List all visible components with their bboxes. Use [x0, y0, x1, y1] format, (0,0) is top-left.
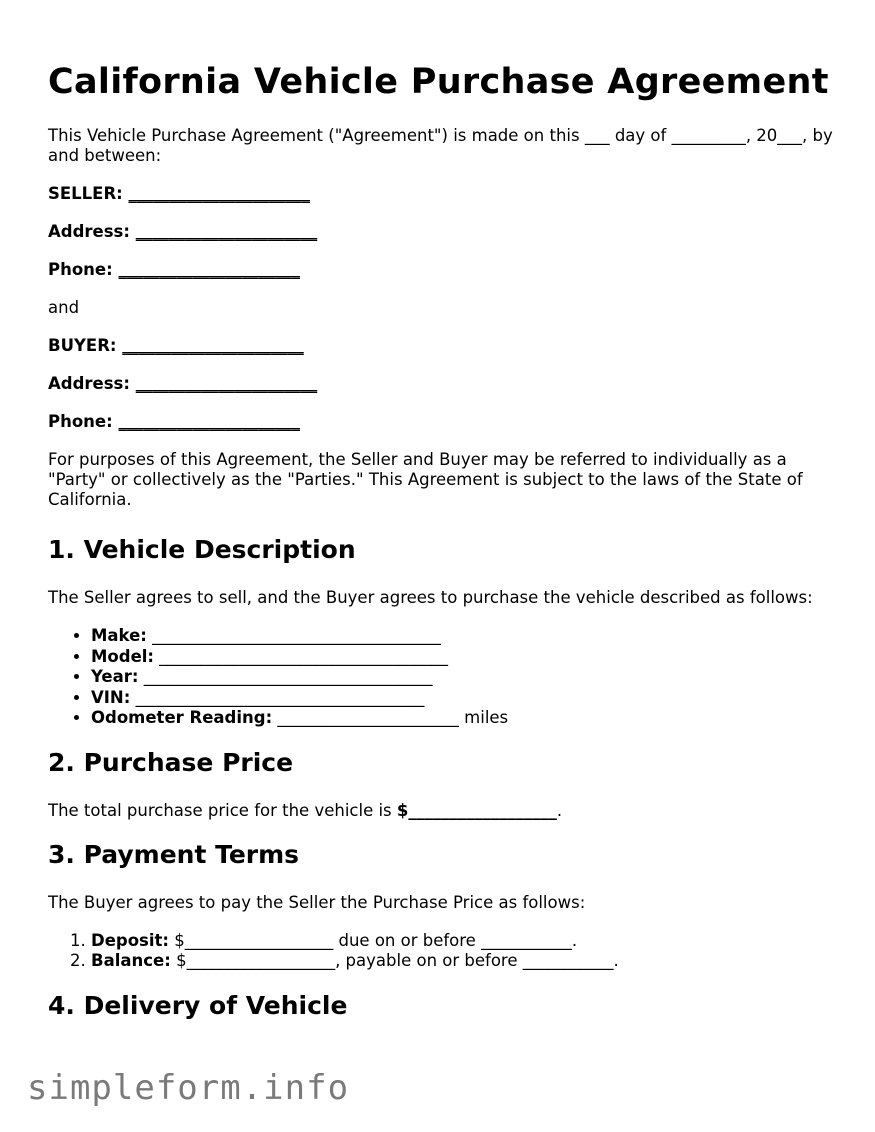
buyer-label: BUYER:: [48, 336, 117, 355]
seller-blank[interactable]: ______________________: [128, 184, 311, 203]
buyer-field: [48, 336, 848, 356]
seller-field: [48, 184, 848, 204]
intro-paragraph: This Vehicle Purchase Agreement ("Agreement") is made on this ___ day of _________, 20___, by and between:: [48, 126, 833, 165]
section3-heading: 3. Payment Terms: [48, 839, 300, 869]
seller-phone-blank[interactable]: ______________________: [118, 260, 300, 279]
buyer-address-label: Address:: [48, 374, 130, 393]
vehicle-details-list: [48, 626, 848, 729]
document-page: [48, 60, 848, 1044]
buyer-phone-field: [48, 412, 848, 432]
section1-text: The Seller agrees to sell, and the Buyer agrees to purchase the vehicle described as follows:: [48, 588, 813, 607]
list-item: • Year: ___________________________________: [91, 667, 848, 688]
buyer-address-field: [48, 374, 848, 394]
list-item: • Odometer Reading: ______________________ miles: [91, 708, 848, 729]
seller-label: SELLER:: [48, 184, 123, 203]
list-item: • Make: ___________________________________: [91, 626, 848, 647]
seller-phone-field: [48, 260, 848, 280]
section2-heading: 2. Purchase Price: [48, 747, 294, 777]
list-item: • Model: ___________________________________: [91, 647, 848, 668]
buyer-phone-label: Phone:: [48, 412, 113, 431]
buyer-blank[interactable]: ______________________: [122, 336, 304, 355]
section2-text: The total purchase price for the vehicle is $__________________.: [48, 800, 563, 820]
payment-terms-list: [48, 931, 848, 972]
section3-text: The Buyer agrees to pay the Seller the Purchase Price as follows:: [48, 892, 586, 912]
parties-paragraph: For purposes of this Agreement, the Seller and Buyer may be referred to individually as a "Party" or collectively as the "Parties." This Agreement is subject to the laws of the State of California.: [48, 450, 803, 509]
section4-heading: 4. Delivery of Vehicle: [48, 990, 348, 1020]
and-text: and: [48, 298, 80, 317]
price-blank[interactable]: $__________________: [396, 800, 557, 820]
buyer-address-blank[interactable]: ______________________: [135, 374, 318, 393]
seller-address-blank[interactable]: ______________________: [135, 222, 318, 241]
seller-address-label: Address:: [48, 222, 130, 241]
document-title: California Vehicle Purchase Agreement: [48, 62, 829, 102]
list-item: 1. Deposit: $__________________ due on or before ___________.: [91, 931, 848, 952]
seller-phone-label: Phone:: [48, 260, 113, 279]
section1-heading: 1. Vehicle Description: [48, 535, 356, 564]
seller-address-field: [48, 222, 848, 242]
list-item: 2. Balance: $__________________, payable on or before ___________.: [91, 951, 848, 972]
list-item: • VIN: ___________________________________: [91, 688, 848, 709]
buyer-phone-blank[interactable]: ______________________: [118, 412, 300, 431]
watermark: simpleform.info: [27, 1068, 350, 1108]
